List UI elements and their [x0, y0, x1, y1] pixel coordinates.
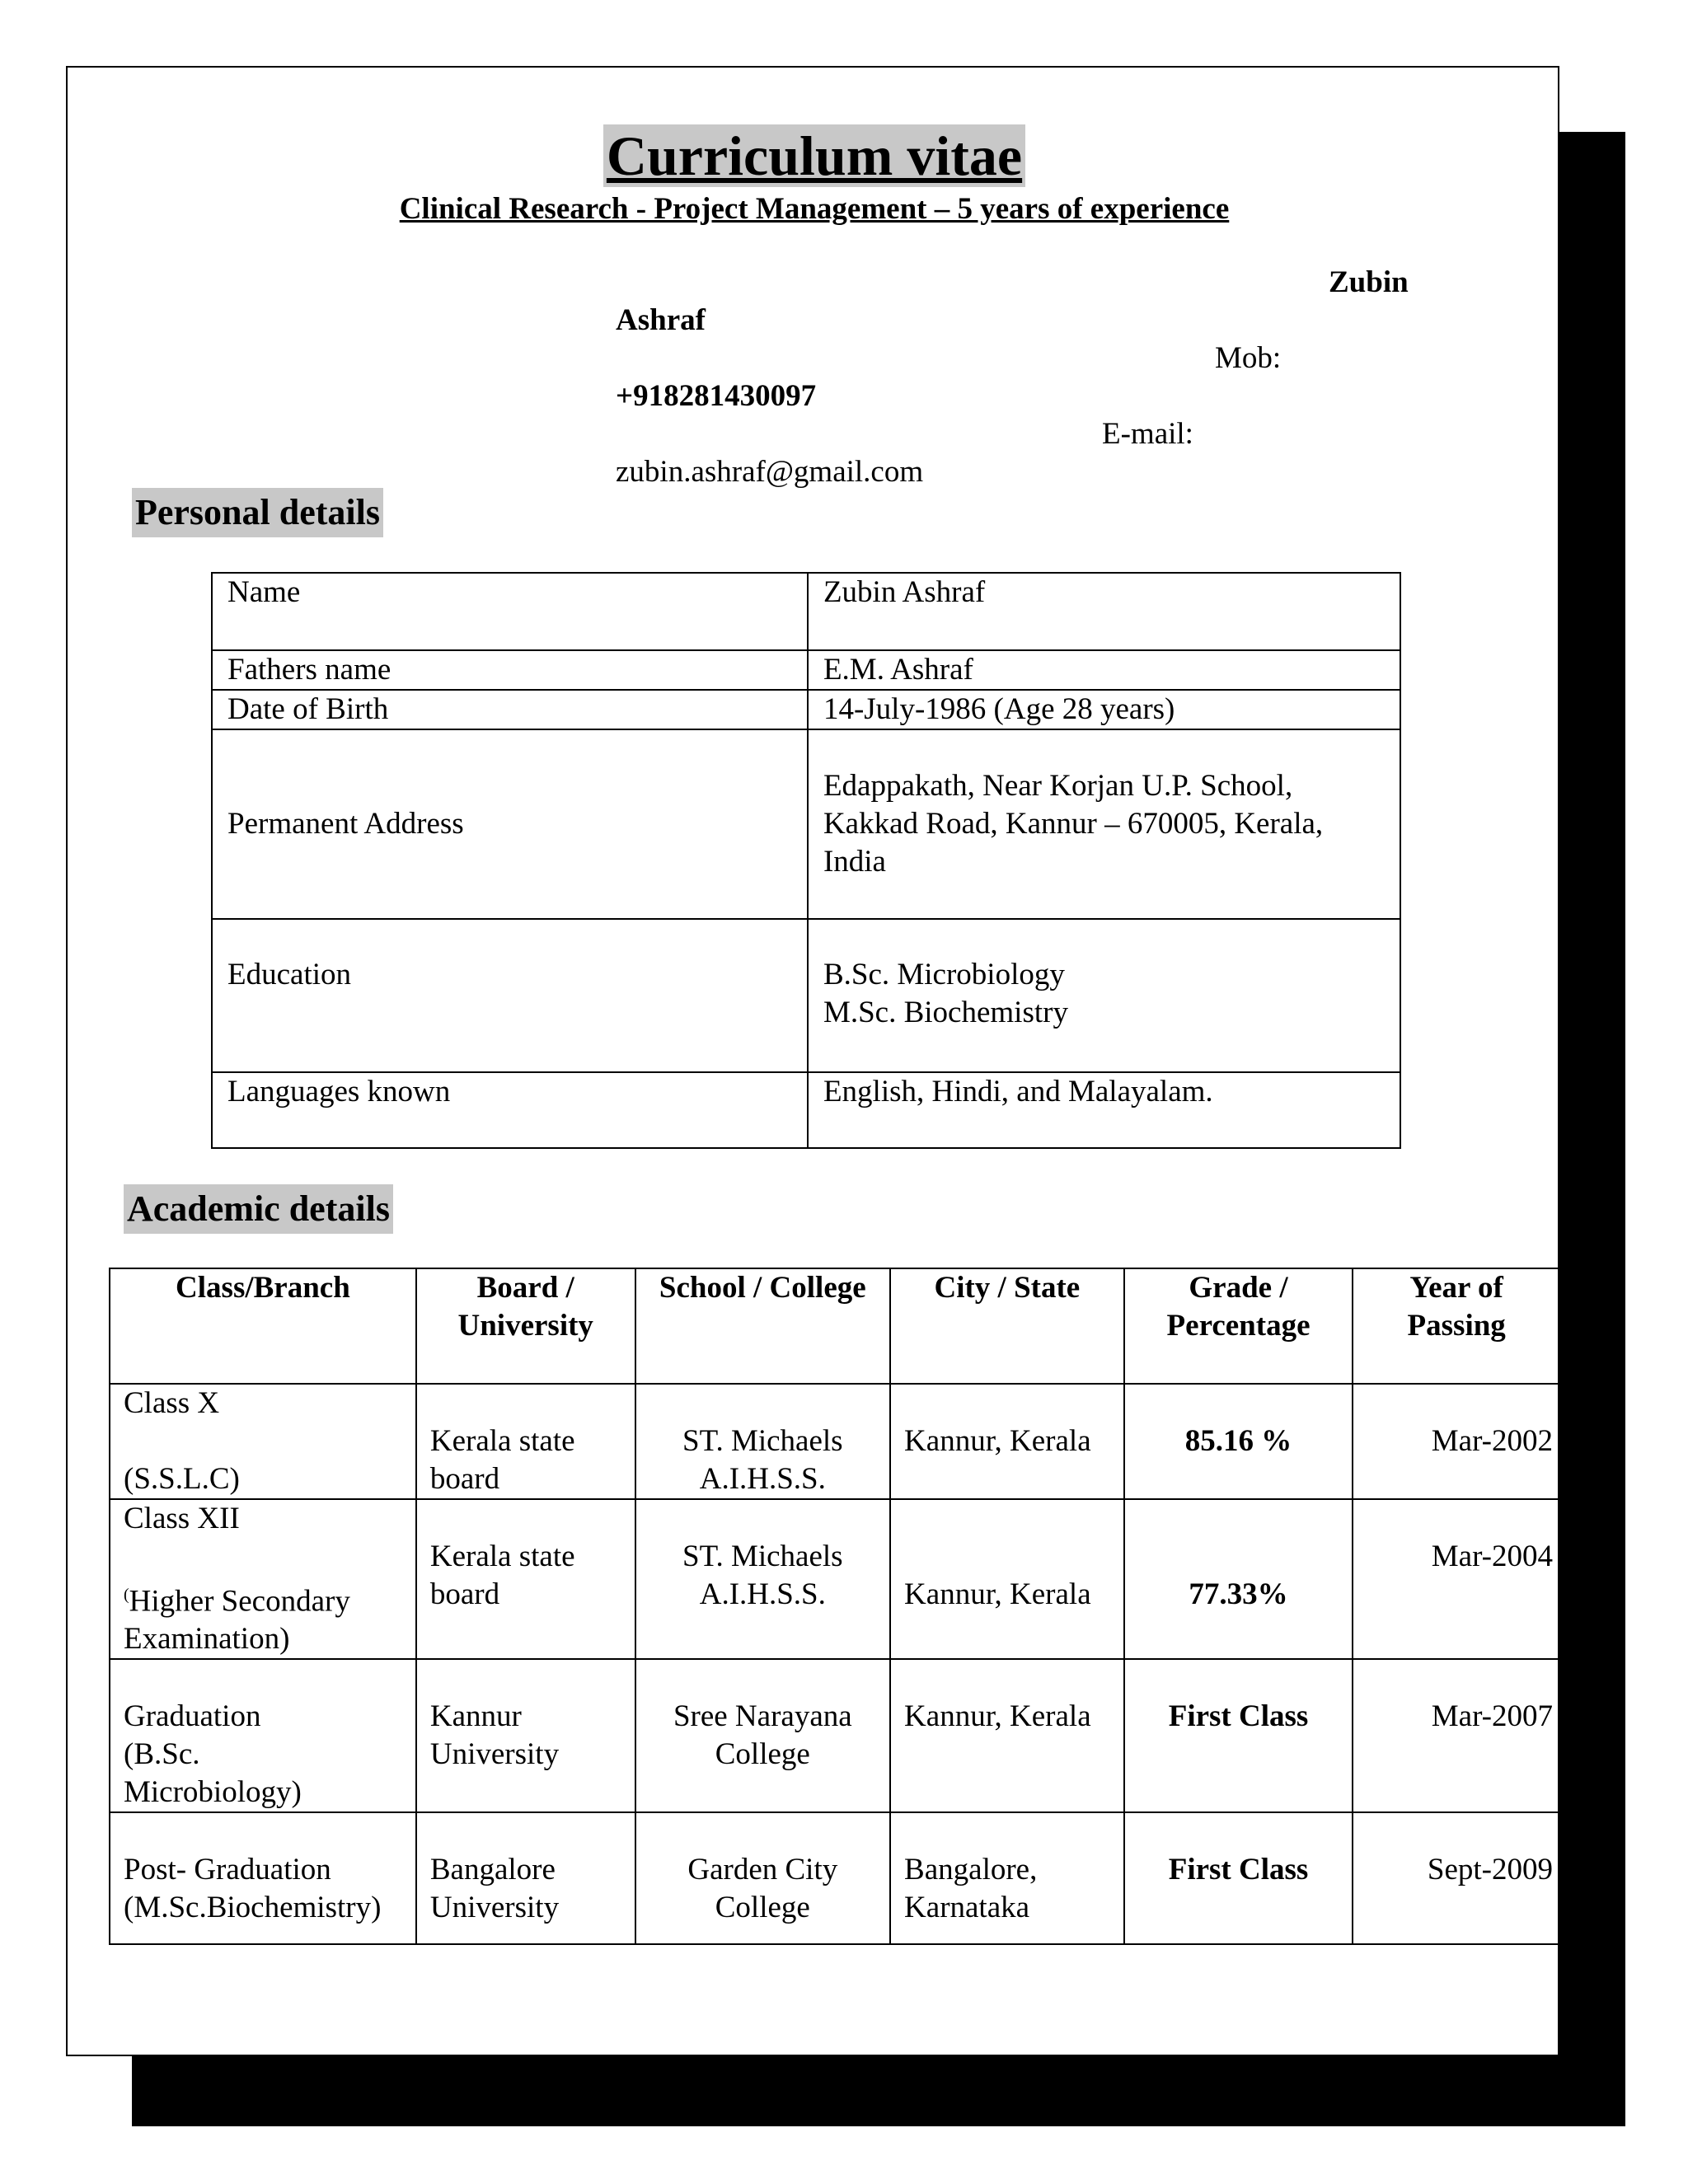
email-label: E-mail: — [1102, 417, 1193, 451]
page-subtitle: Clinical Research - Project Management – 5 years of experience — [399, 192, 1230, 226]
table-row — [212, 650, 1400, 690]
cell-board: Bangalore University — [416, 1812, 635, 1944]
cell-city: Bangalore, Karnataka — [890, 1812, 1124, 1944]
value-languages: English, Hindi, and Malayalam. — [808, 1072, 1400, 1148]
cv-page — [66, 66, 1559, 2056]
academic-details-heading: Academic details — [124, 1184, 393, 1234]
name-first: Zubin — [1329, 265, 1409, 299]
col-class-branch: Class/Branch — [110, 1268, 416, 1384]
col-city-state: City / State — [890, 1268, 1124, 1384]
label-education: Education — [212, 919, 808, 1072]
label-fathers-name: Fathers name — [212, 650, 808, 690]
email-value: zubin.ashraf@gmail.com — [616, 455, 924, 489]
cell-city: Kannur, Kerala — [890, 1659, 1124, 1812]
cell-board: Kerala state board — [416, 1499, 635, 1659]
page-title: Curriculum vitae — [68, 124, 1561, 189]
academic-details-table — [109, 1268, 1561, 1945]
cell-year: Sept-2009 — [1353, 1812, 1560, 1944]
name-last: Ashraf — [616, 303, 706, 337]
col-grade-percentage: Grade / Percentage — [1124, 1268, 1353, 1384]
table-row — [110, 1659, 1560, 1812]
cell-grade: First Class — [1124, 1659, 1353, 1812]
table-row — [110, 1499, 1560, 1659]
cell-year: Mar-2002 — [1353, 1384, 1560, 1499]
cell-grade: First Class — [1124, 1812, 1353, 1944]
table-row — [212, 573, 1400, 650]
cell-year: Mar-2007 — [1353, 1659, 1560, 1812]
label-name: Name — [212, 573, 808, 650]
cell-school: ST. Michaels A.I.H.S.S. — [635, 1384, 890, 1499]
cell-board: Kerala state board — [416, 1384, 635, 1499]
cell-school: Sree Narayana College — [635, 1659, 890, 1812]
value-education: B.Sc. Microbiology M.Sc. Biochemistry — [808, 919, 1400, 1072]
table-row — [212, 919, 1400, 1072]
mob-label: Mob: — [1215, 341, 1282, 375]
table-row — [212, 729, 1400, 919]
cell-class: Post- Graduation (M.Sc.Biochemistry) — [110, 1812, 416, 1944]
value-name: Zubin Ashraf — [808, 573, 1400, 650]
value-permanent-address: Edappakath, Near Korjan U.P. School, Kakkad Road, Kannur – 670005, Kerala, India — [808, 729, 1400, 919]
cell-class: Graduation (B.Sc. Microbiology) — [110, 1659, 416, 1812]
col-school-college: School / College — [635, 1268, 890, 1384]
table-row — [212, 1072, 1400, 1148]
cell-grade: 77.33% — [1124, 1499, 1353, 1659]
label-permanent-address: Permanent Address — [212, 729, 808, 919]
mob-value: +918281430097 — [616, 379, 817, 413]
cell-school: ST. Michaels A.I.H.S.S. — [635, 1499, 890, 1659]
value-fathers-name: E.M. Ashraf — [808, 650, 1400, 690]
value-date-of-birth: 14-July-1986 (Age 28 years) — [808, 690, 1400, 729]
cell-city: Kannur, Kerala — [890, 1499, 1124, 1659]
cell-city: Kannur, Kerala — [890, 1384, 1124, 1499]
col-year-of-passing: Year of Passing — [1353, 1268, 1560, 1384]
cell-school: Garden City College — [635, 1812, 890, 1944]
table-row — [212, 690, 1400, 729]
label-languages: Languages known — [212, 1072, 808, 1148]
personal-details-table — [211, 572, 1401, 1149]
table-row — [110, 1812, 1560, 1944]
col-board-university: Board / University — [416, 1268, 635, 1384]
cell-board: Kannur University — [416, 1659, 635, 1812]
cell-class: Class XII (Higher Secondary Examination) — [110, 1499, 416, 1659]
label-date-of-birth: Date of Birth — [212, 690, 808, 729]
table-header-row — [110, 1268, 1560, 1384]
table-row — [110, 1384, 1560, 1499]
cell-grade: 85.16 % — [1124, 1384, 1353, 1499]
cell-year: Mar-2004 — [1353, 1499, 1560, 1659]
cell-class: Class X (S.S.L.C) — [110, 1384, 416, 1499]
personal-details-heading: Personal details — [132, 488, 383, 537]
